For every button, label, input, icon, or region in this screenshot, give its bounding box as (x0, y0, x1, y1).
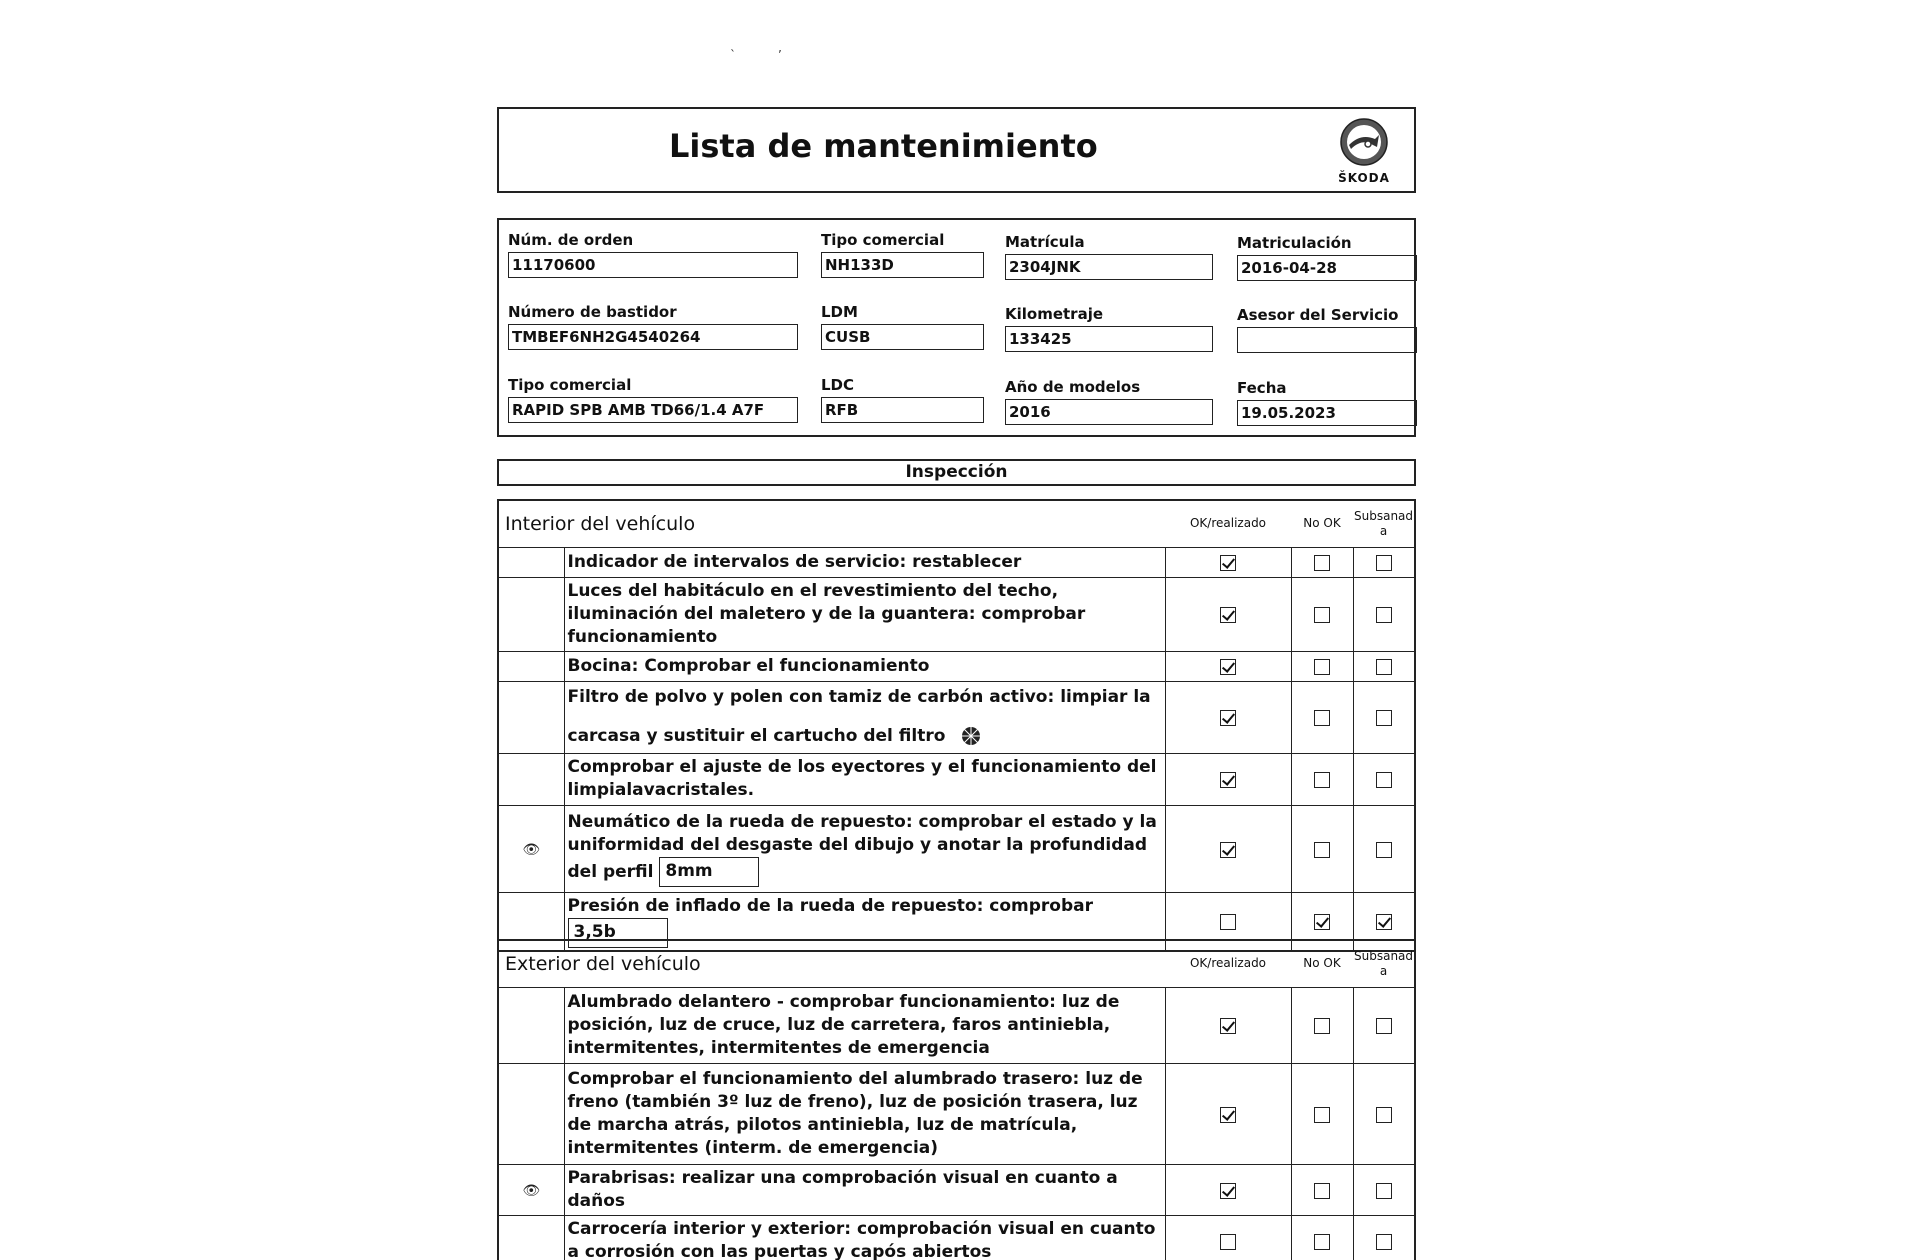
ok-checkbox[interactable] (1220, 1183, 1236, 1199)
registration-field (1237, 233, 1417, 281)
filter-replace-icon (961, 726, 981, 746)
visual-check-eye-icon: 👁 (522, 842, 541, 858)
not-ok-checkbox[interactable] (1314, 659, 1330, 675)
fixed-checkbox[interactable] (1376, 1018, 1392, 1034)
not-ok-checkbox[interactable] (1314, 1018, 1330, 1034)
advisor-value[interactable] (1237, 327, 1417, 353)
commercial-type-label: Tipo comercial (821, 231, 945, 249)
tire-pressure-input[interactable]: 3,5b (568, 918, 668, 948)
order-number-field (508, 230, 798, 278)
table-row (498, 1063, 1415, 1164)
skoda-logo (1334, 117, 1394, 185)
model-type-field (508, 375, 798, 423)
task-description: Carrocería interior y exterior: comprobación visual en cuanto a corrosión con las puertas y capós abiertos (564, 1215, 1165, 1260)
table-row (498, 987, 1415, 1063)
ok-checkbox[interactable] (1220, 1107, 1236, 1123)
ok-column-header: OK/realizado (1165, 940, 1291, 987)
page-title: Lista de mantenimiento (669, 127, 1098, 165)
model-type-value[interactable]: RAPID SPB AMB TD66/1.4 A7F (508, 397, 798, 423)
date-value[interactable]: 19.05.2023 (1237, 400, 1417, 426)
table-row (498, 547, 1415, 577)
fixed-column-header: Subsanad a (1353, 940, 1415, 987)
not-ok-checkbox[interactable] (1314, 1107, 1330, 1123)
fixed-checkbox[interactable] (1376, 1183, 1392, 1199)
not-ok-checkbox[interactable] (1314, 1183, 1330, 1199)
not-ok-checkbox[interactable] (1314, 555, 1330, 571)
task-text: Neumático de la rueda de repuesto: comprobar el estado y la uniformidad del desgaste del dibujo y anotar la profundidad del (567, 811, 1157, 882)
vin-value[interactable]: TMBEF6NH2G4540264 (508, 324, 798, 350)
table-row (498, 805, 1415, 892)
fixed-checkbox[interactable] (1376, 1107, 1392, 1123)
ok-checkbox[interactable] (1220, 1234, 1236, 1250)
task-description: Parabrisas: realizar una comprobación visual en cuanto a daños (564, 1164, 1165, 1215)
plate-field (1005, 232, 1213, 280)
not-ok-checkbox[interactable] (1314, 607, 1330, 623)
table-row (498, 753, 1415, 805)
advisor-field (1237, 305, 1417, 353)
scan-marks: ` ’ (730, 48, 782, 62)
model-type-label: Tipo comercial (508, 376, 632, 394)
fixed-checkbox[interactable] (1376, 710, 1392, 726)
mileage-field (1005, 304, 1213, 352)
model-year-value[interactable]: 2016 (1005, 399, 1213, 425)
ldc-field (821, 375, 984, 423)
inspection-heading: Inspección (497, 459, 1416, 486)
table-row (498, 651, 1415, 681)
ldm-field (821, 302, 984, 350)
fixed-checkbox[interactable] (1376, 914, 1392, 930)
table-row (498, 577, 1415, 651)
order-number-value[interactable]: 11170600 (508, 252, 798, 278)
task-description: Alumbrado delantero - comprobar funcionamiento: luz de posición, luz de cruce, luz de carretera, faros antiniebla, intermitentes, intermitentes de emergencia (564, 987, 1165, 1063)
table-row (498, 1164, 1415, 1215)
task-description: Comprobar el funcionamiento del alumbrado trasero: luz de freno (también 3º luz de freno), luz de posición trasera, luz de marcha atrás, pilotos antiniebla, luz de matrícula, intermitentes (interm. de emergencia) (564, 1063, 1165, 1164)
task-description (564, 681, 1165, 753)
not-ok-column-header: No OK (1291, 940, 1353, 987)
ok-checkbox[interactable] (1220, 842, 1236, 858)
not-ok-checkbox[interactable] (1314, 914, 1330, 930)
advisor-label: Asesor del Servicio (1237, 306, 1399, 324)
task-text-line: carcasa y sustituir el cartucho del filtro (567, 726, 946, 746)
not-ok-checkbox[interactable] (1314, 772, 1330, 788)
tread-depth-input[interactable]: 8mm (659, 857, 759, 887)
ok-checkbox[interactable] (1220, 710, 1236, 726)
title-box (497, 107, 1416, 193)
commercial-type-value[interactable]: NH133D (821, 252, 984, 278)
mileage-value[interactable]: 133425 (1005, 326, 1213, 352)
not-ok-checkbox[interactable] (1314, 710, 1330, 726)
ok-column-header: OK/realizado (1165, 500, 1291, 547)
exterior-checklist (497, 939, 1416, 1260)
ok-checkbox[interactable] (1220, 772, 1236, 788)
registration-value[interactable]: 2016-04-28 (1237, 255, 1417, 281)
fixed-column-header: Subsanad a (1353, 500, 1415, 547)
ldc-label: LDC (821, 376, 855, 394)
ok-checkbox[interactable] (1220, 1018, 1236, 1034)
not-ok-checkbox[interactable] (1314, 842, 1330, 858)
task-text-tail: perfil (602, 861, 654, 882)
exterior-header-row (498, 940, 1415, 987)
interior-header-row (498, 500, 1415, 547)
fixed-checkbox[interactable] (1376, 772, 1392, 788)
interior-checklist (497, 499, 1416, 952)
task-description: Bocina: Comprobar el funcionamiento (564, 651, 1165, 681)
exterior-section-title: Exterior del vehículo (498, 940, 1165, 987)
ok-checkbox[interactable] (1220, 914, 1236, 930)
vin-field (508, 302, 798, 350)
table-row (498, 1215, 1415, 1260)
brand-name: ŠKODA (1338, 171, 1390, 185)
interior-section-title: Interior del vehículo (498, 500, 1165, 547)
table-row (498, 681, 1415, 753)
task-description: Indicador de intervalos de servicio: restablecer (564, 547, 1165, 577)
fixed-checkbox[interactable] (1376, 555, 1392, 571)
ok-checkbox[interactable] (1220, 659, 1236, 675)
ok-checkbox[interactable] (1220, 555, 1236, 571)
mileage-label: Kilometraje (1005, 305, 1104, 323)
order-number-label: Núm. de orden (508, 231, 634, 249)
task-description (564, 805, 1165, 892)
commercial-type-field (821, 230, 984, 278)
date-field (1237, 378, 1417, 426)
visual-check-eye-icon: 👁 (522, 1183, 541, 1199)
fixed-checkbox[interactable] (1376, 842, 1392, 858)
vin-label: Número de bastidor (508, 303, 677, 321)
ldm-value[interactable]: CUSB (821, 324, 984, 350)
not-ok-column-header: No OK (1291, 500, 1353, 547)
task-description: Comprobar el ajuste de los eyectores y el funcionamiento del limpialavacristales. (564, 753, 1165, 805)
fixed-checkbox[interactable] (1376, 1234, 1392, 1250)
plate-label: Matrícula (1005, 233, 1085, 251)
fixed-checkbox[interactable] (1376, 607, 1392, 623)
model-year-field (1005, 377, 1213, 425)
ldc-value[interactable]: RFB (821, 397, 984, 423)
ok-checkbox[interactable] (1220, 607, 1236, 623)
not-ok-checkbox[interactable] (1314, 1234, 1330, 1250)
task-text-line: Filtro de polvo y polen con tamiz de carbón activo: limpiar la (567, 687, 1151, 707)
registration-label: Matriculación (1237, 234, 1352, 252)
model-year-label: Año de modelos (1005, 378, 1141, 396)
task-text: Presión de inflado de la rueda de repuesto: comprobar (567, 895, 1094, 916)
order-info (497, 218, 1416, 437)
fixed-checkbox[interactable] (1376, 659, 1392, 675)
date-label: Fecha (1237, 379, 1287, 397)
task-description: Luces del habitáculo en el revestimiento del techo, iluminación del maletero y de la guantera: comprobar funcionamiento (564, 577, 1165, 651)
ldm-label: LDM (821, 303, 858, 321)
plate-value[interactable]: 2304JNK (1005, 254, 1213, 280)
skoda-arrow-icon (1339, 117, 1389, 167)
